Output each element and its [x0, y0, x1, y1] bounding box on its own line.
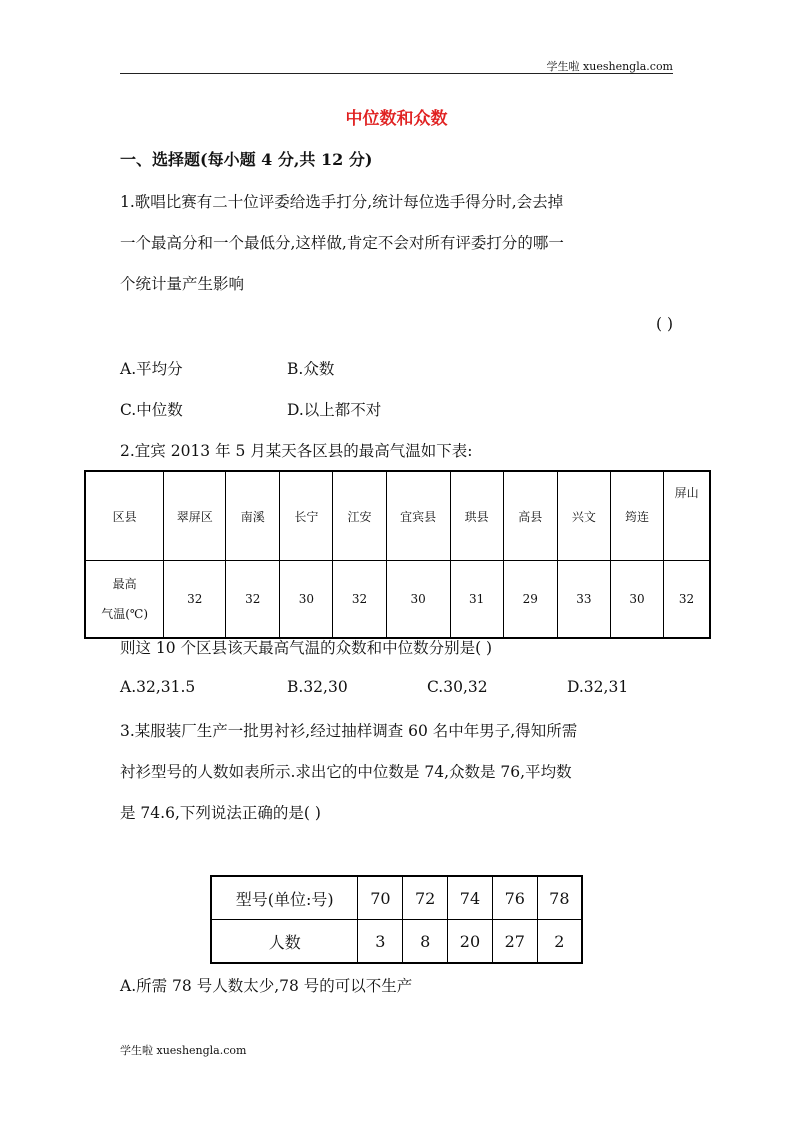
section-heading: 一、选择题(每小题 4 分,共 12 分): [120, 150, 373, 169]
size-cell: 76: [492, 876, 537, 920]
district-cell: 宜宾县: [386, 471, 450, 561]
q1-answer-paren: ( ): [655, 315, 673, 333]
temp-cell: 32: [164, 561, 226, 639]
q2-option-d: D.32,31: [567, 678, 629, 696]
footer-site: 学生啦 xueshengla.com: [120, 1044, 247, 1057]
temp-cell: 31: [450, 561, 503, 639]
district-cell: 兴文: [557, 471, 610, 561]
district-cell: 筠连: [610, 471, 663, 561]
district-cell: 屏山: [664, 471, 710, 561]
district-cell: 翠屏区: [164, 471, 226, 561]
q1-option-b: B.众数: [287, 360, 335, 378]
header-site: 学生啦 xueshengla.com: [546, 60, 673, 73]
header-cell-district: 区县: [85, 471, 164, 561]
q1-line-1: 1.歌唱比赛有二十位评委给选手打分,统计每位选手得分时,会去掉: [120, 193, 564, 211]
row-label-size: 型号(单位:号): [211, 876, 358, 920]
shirt-size-table: [210, 875, 583, 964]
q2-option-b: B.32,30: [287, 678, 348, 696]
count-cell: 3: [358, 920, 403, 964]
temp-cell: 32: [664, 561, 710, 639]
count-cell: 2: [537, 920, 582, 964]
count-cell: 27: [492, 920, 537, 964]
q3-line-1: 3.某服装厂生产一批男衬衫,经过抽样调查 60 名中年男子,得知所需: [120, 722, 578, 740]
size-cell: 78: [537, 876, 582, 920]
q1-line-3: 个统计量产生影响: [120, 275, 245, 293]
count-cell: 20: [448, 920, 493, 964]
temp-cell: 30: [610, 561, 663, 639]
q1-option-a: A.平均分: [120, 360, 183, 378]
temp-cell: 32: [333, 561, 386, 639]
q3-option-a: A.所需 78 号人数太少,78 号的可以不生产: [120, 977, 413, 995]
temp-cell: 33: [557, 561, 610, 639]
row-label-temperature: [85, 561, 164, 639]
temp-cell: 30: [280, 561, 333, 639]
district-cell: 珙县: [450, 471, 503, 561]
size-cell: 74: [448, 876, 493, 920]
q2-question: 则这 10 个区县该天最高气温的众数和中位数分别是( ): [120, 639, 493, 657]
q1-line-2: 一个最高分和一个最低分,这样做,肯定不会对所有评委打分的哪一: [120, 234, 564, 252]
temp-cell: 32: [226, 561, 280, 639]
temperature-table: [84, 470, 711, 639]
temp-cell: 29: [503, 561, 557, 639]
district-cell: 江安: [333, 471, 386, 561]
q1-option-c: C.中位数: [120, 401, 183, 419]
header-rule: [120, 73, 673, 74]
district-cell: 南溪: [226, 471, 280, 561]
district-cell: 高县: [503, 471, 557, 561]
q1-option-d: D.以上都不对: [287, 401, 382, 419]
page-title: 中位数和众数: [345, 109, 448, 129]
q3-line-3: 是 74.6,下列说法正确的是( ): [120, 804, 321, 822]
q2-stem: 2.宜宾 2013 年 5 月某天各区县的最高气温如下表:: [120, 442, 473, 460]
row-label-line-2: 气温(℃): [101, 607, 149, 621]
count-cell: 8: [403, 920, 448, 964]
size-cell: 72: [403, 876, 448, 920]
q2-option-a: A.32,31.5: [120, 678, 196, 696]
temp-cell: 30: [386, 561, 450, 639]
q3-line-2: 衬衫型号的人数如表所示.求出它的中位数是 74,众数是 76,平均数: [120, 763, 572, 781]
row-label-count: 人数: [211, 920, 358, 964]
row-label-line-1: 最高: [112, 577, 137, 591]
district-cell: 长宁: [280, 471, 333, 561]
q2-option-c: C.30,32: [427, 678, 488, 696]
size-cell: 70: [358, 876, 403, 920]
